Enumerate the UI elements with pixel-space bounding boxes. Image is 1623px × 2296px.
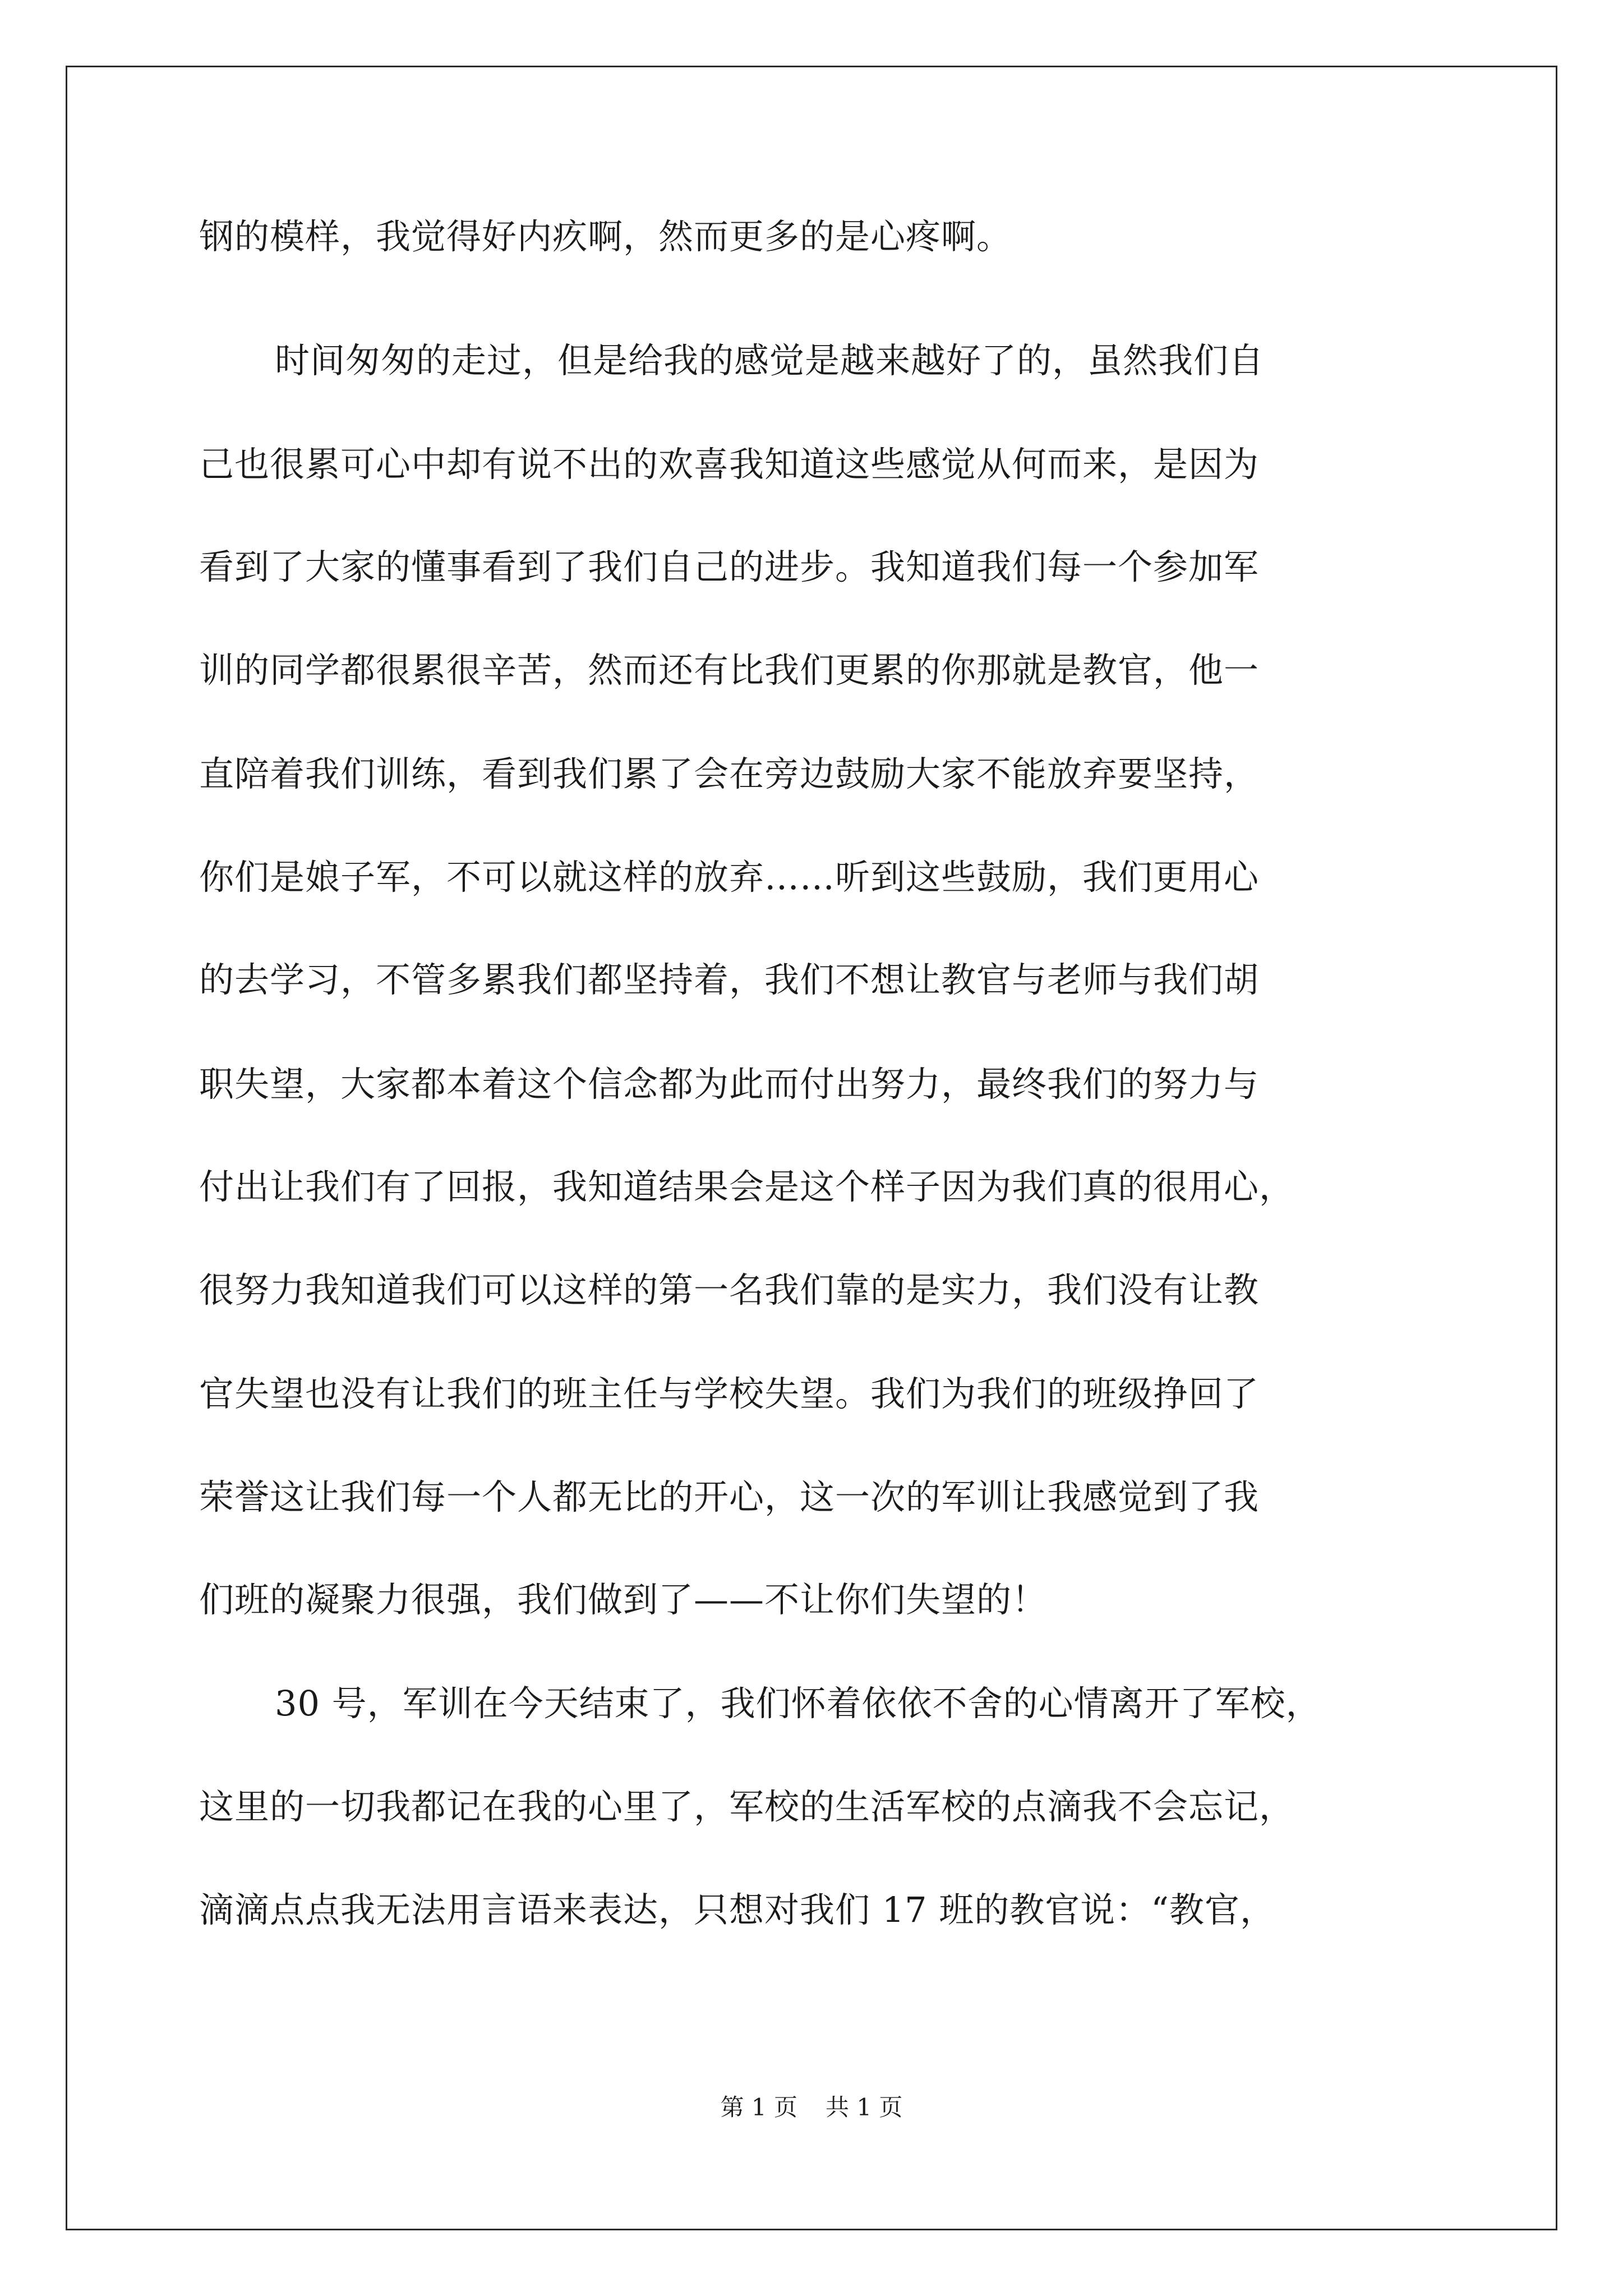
- text-line: 直陪着我们训练，看到我们累了会在旁边鼓励大家不能放弃要坚持，: [199, 753, 1260, 794]
- page-total: 共 1 页: [826, 2093, 903, 2121]
- text-line: 的去学习，不管多累我们都坚持着，我们不想让教官与老师与我们胡: [199, 959, 1260, 1000]
- text-line: 训的同学都很累很辛苦，然而还有比我们更累的你那就是教官，他一: [199, 650, 1260, 691]
- paragraph-first-line: 时间匆匆的走过，但是给我的感觉是越来越好了的，虽然我们自: [275, 340, 1265, 381]
- text-line: 钢的模样，我觉得好内疚啊，然而更多的是心疼啊。: [199, 216, 1012, 257]
- text-line: 看到了大家的懂事看到了我们自己的进步。我知道我们每一个参加军: [199, 546, 1260, 587]
- text-line: 职失望，大家都本着这个信念都为此而付出努力，最终我们的努力与: [199, 1064, 1260, 1105]
- text-line: 这里的一切我都记在我的心里了，军校的生活军校的点滴我不会忘记，: [199, 1786, 1295, 1827]
- page-number: 第 1 页: [720, 2093, 797, 2121]
- text-line: 荣誉这让我们每一个人都无比的开心，这一次的军训让我感觉到了我: [199, 1476, 1260, 1517]
- text-line: 们班的凝聚力很强，我们做到了——不让你们失望的！: [199, 1579, 1048, 1620]
- page-footer: [0, 2092, 1623, 2123]
- text-line: 很努力我知道我们可以这样的第一名我们靠的是实力，我们没有让教: [199, 1269, 1260, 1310]
- text-line: 官失望也没有让我们的班主任与学校失望。我们为我们的班级挣回了: [199, 1373, 1260, 1414]
- text-line: 滴滴点点我无法用言语来表达，只想对我们 17 班的教官说：“教官，: [199, 1889, 1276, 1930]
- text-line: 己也很累可心中却有说不出的欢喜我知道这些感觉从何而来，是因为: [199, 444, 1260, 485]
- text-line: 付出让我们有了回报，我知道结果会是这个样子因为我们真的很用心，: [199, 1166, 1295, 1207]
- text-line: 你们是娘子军，不可以就这样的放弃……听到这些鼓励，我们更用心: [199, 857, 1260, 898]
- paragraph-first-line: 30 号，军训在今天结束了，我们怀着依依不舍的心情离开了军校，: [275, 1683, 1321, 1724]
